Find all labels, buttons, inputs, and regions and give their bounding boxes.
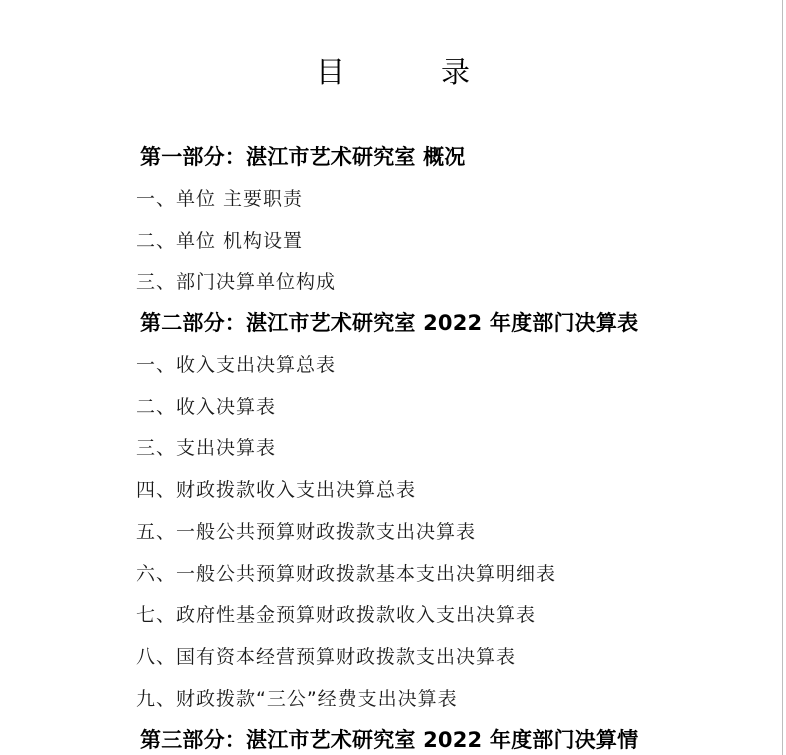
toc-part2-heading: 第二部分：湛江市艺术研究室 2022 年度部门决算表 xyxy=(140,311,639,335)
toc-part2-item-5: 五、一般公共预算财政拨款支出决算表 xyxy=(136,521,477,543)
toc-part2-item-2: 二、收入决算表 xyxy=(136,396,277,418)
title-char-2: 录 xyxy=(441,55,471,89)
toc-part2-item-9: 九、财政拨款“三公”经费支出决算表 xyxy=(136,688,458,710)
toc-part3-heading: 第三部分：湛江市艺术研究室 2022 年度部门决算情 xyxy=(140,728,639,752)
toc-part1-item-1: 一、单位 主要职责 xyxy=(136,188,304,210)
page-edge-rule xyxy=(782,0,783,755)
toc-part2-item-4: 四、财政拨款收入支出决算总表 xyxy=(136,479,417,501)
toc-part2-item-6: 六、一般公共预算财政拨款基本支出决算明细表 xyxy=(136,563,557,585)
page-title xyxy=(0,52,786,92)
toc-part1-heading: 第一部分：湛江市艺术研究室 概况 xyxy=(140,145,466,169)
title-char-1: 目 xyxy=(315,55,345,89)
toc-part1-item-2: 二、单位 机构设置 xyxy=(136,230,304,252)
toc-part1-item-3: 三、部门决算单位构成 xyxy=(136,271,337,293)
toc-part2-item-3: 三、支出决算表 xyxy=(136,437,277,459)
toc-part2-item-7: 七、政府性基金预算财政拨款收入支出决算表 xyxy=(136,604,537,626)
toc-part2-item-8: 八、国有资本经营预算财政拨款支出决算表 xyxy=(136,646,517,668)
toc-part2-item-1: 一、收入支出决算总表 xyxy=(136,354,337,376)
